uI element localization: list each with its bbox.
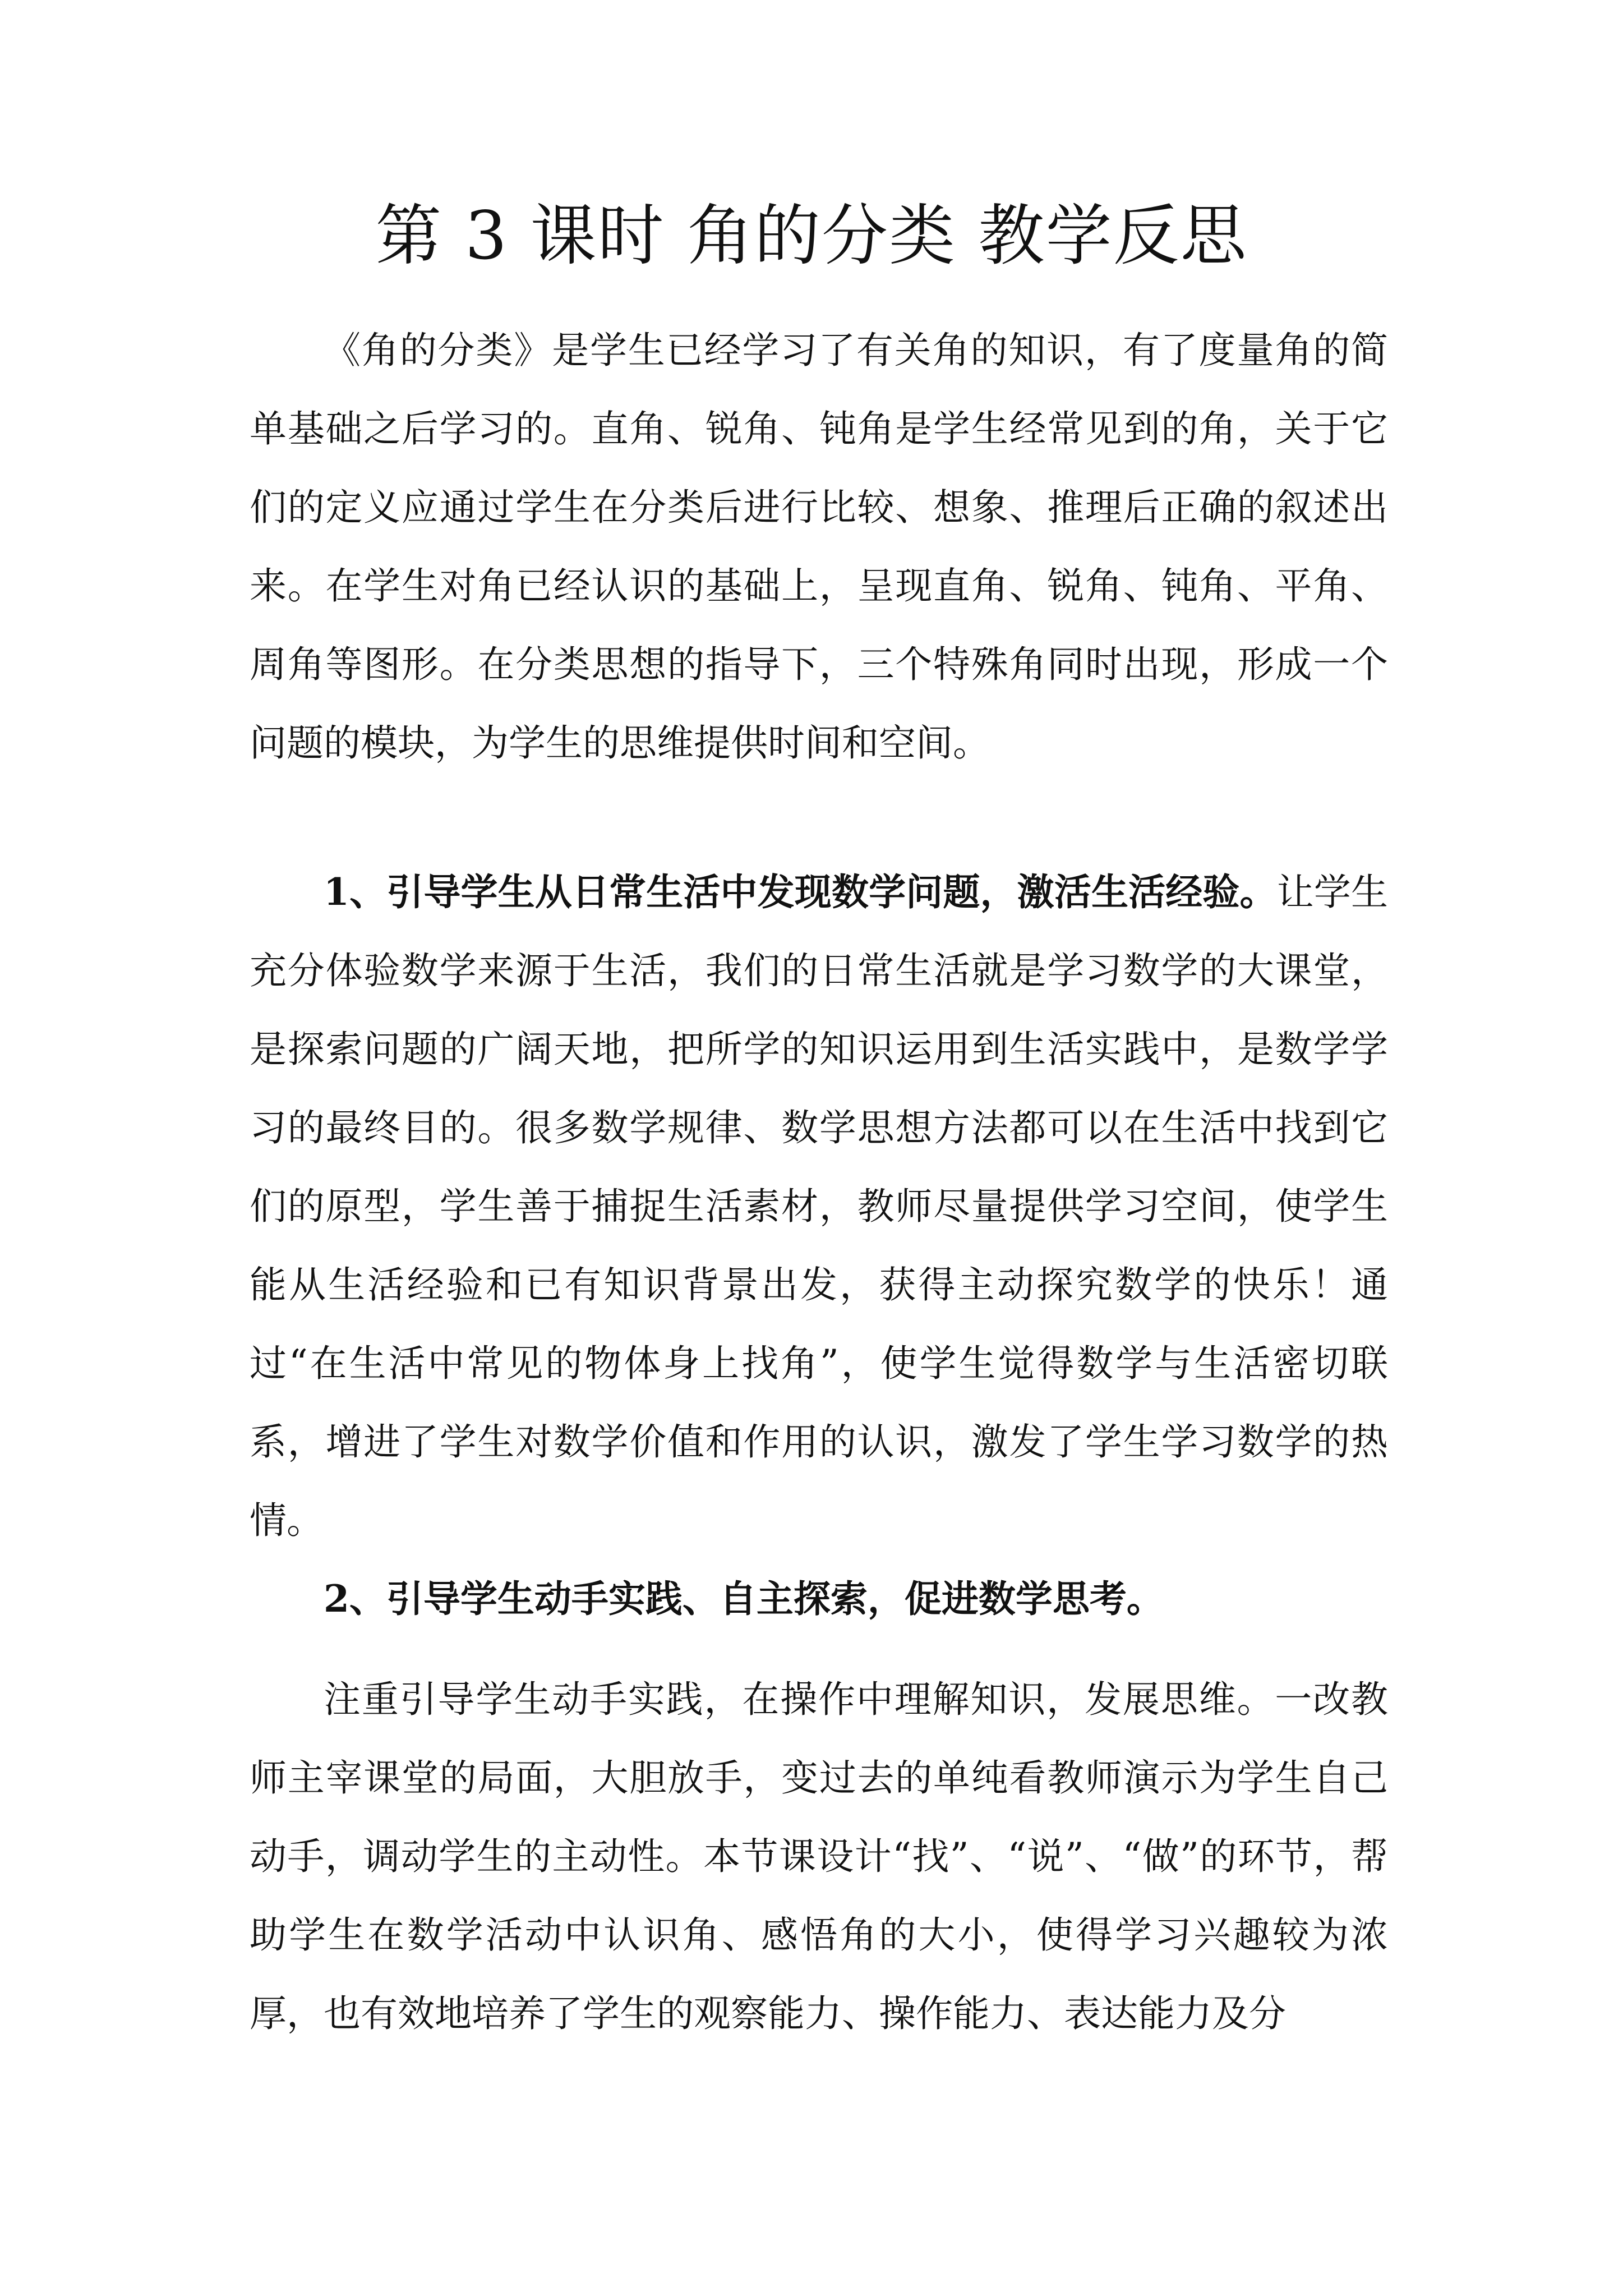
point-2-body: 注重引导学生动手实践，在操作中理解知识，发展思维。一改教师主宰课堂的局面，大胆放手，变过去的单纯看教师演示为学生自己动手，调动学生的主动性。本节课设计“找”、“说”、“做”的环节，帮助学生在数学活动中认识角、感悟角的大小，使得学习兴趣较为浓厚，也有效地培养了学生的观察能力、操作能力、表达能力及分 bbox=[250, 1678, 1388, 2035]
point-1-heading: 1、引导学生从日常生活中发现数学问题，激活生活经验。 bbox=[324, 870, 1277, 914]
point-2-heading: 2、引导学生动手实践、自主探索，促进数学思考。 bbox=[324, 1577, 1164, 1621]
intro-paragraph: 《角的分类》是学生已经学习了有关角的知识，有了度量角的简单基础之后学习的。直角、锐角、钝角是学生经常见到的角，关于它们的定义应通过学生在分类后进行比较、想象、推理后正确的叙述出来。在学生对角已经认识的基础上，呈现直角、锐角、钝角、平角、周角等图形。在分类思想的指导下，三个特殊角同时出现，形成一个问题的模块，为学生的思维提供时间和空间。 bbox=[250, 329, 1388, 765]
point-1-paragraph bbox=[250, 853, 1388, 1560]
point-1-body: 让学生充分体验数学来源于生活，我们的日常生活就是学习数学的大课堂，是探索问题的广阔天地，把所学的知识运用到生活实践中，是数学学习的最终目的。很多数学规律、数学思想方法都可以在生活中找到它们的原型，学生善于捕捉生活素材，教师尽量提供学习空间，使学生能从生活经验和已有知识背景出发，获得主动探究数学的快乐！通过“在生活中常见的物体身上找角”，使学生觉得数学与生活密切联系，增进了学生对数学价值和作用的认识，激发了学生学习数学的热情。 bbox=[250, 871, 1388, 1542]
document-title: 第 3 课时 角的分类 教学反思 bbox=[375, 197, 1248, 274]
